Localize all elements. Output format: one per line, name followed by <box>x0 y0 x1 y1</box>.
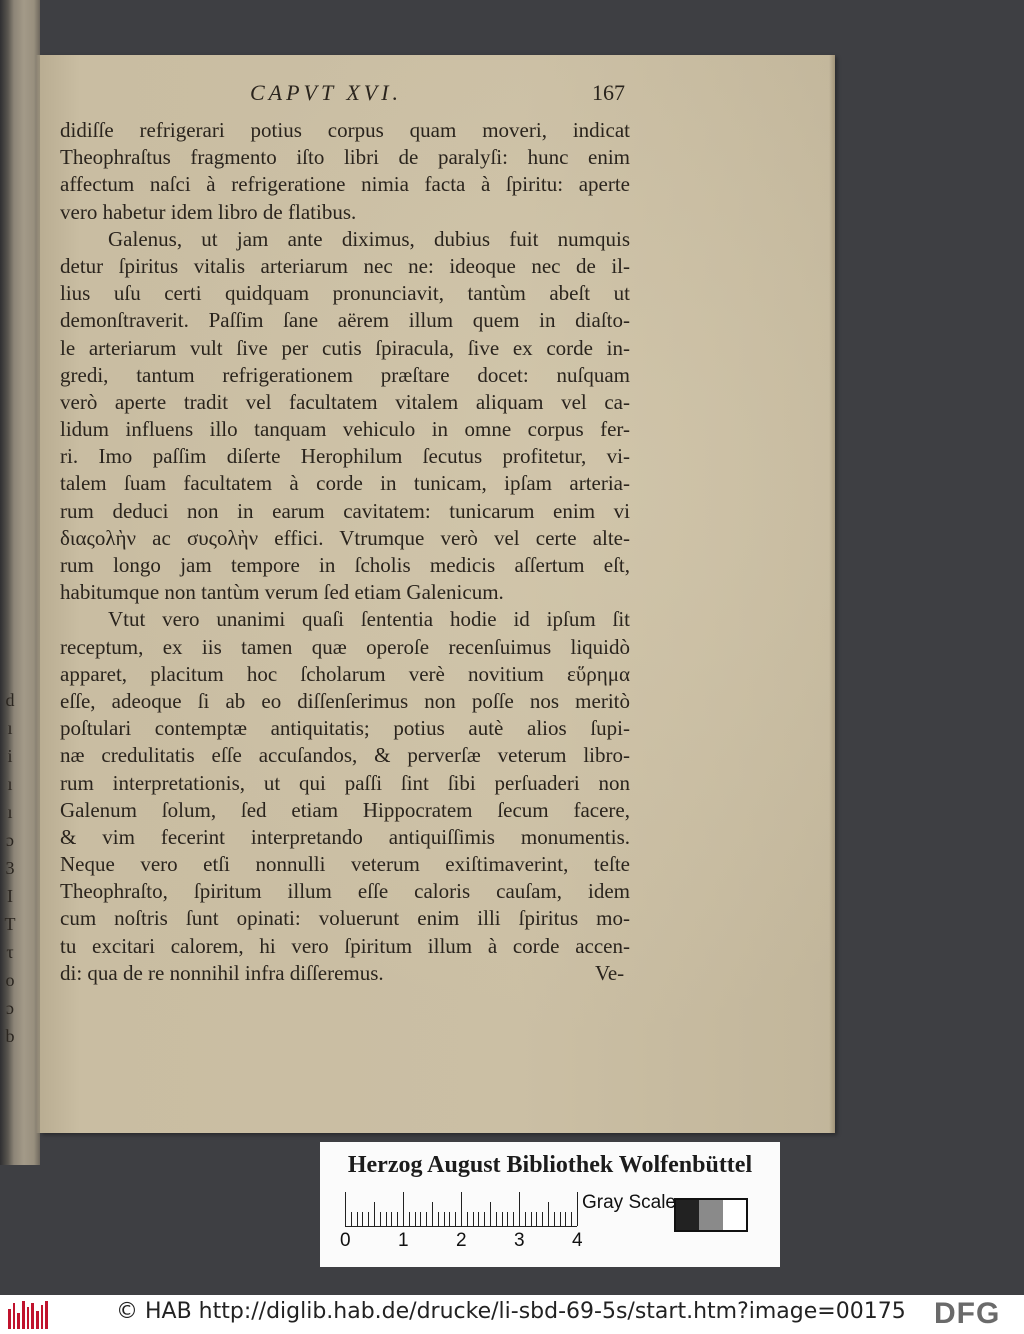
library-name: Herzog August Bibliothek Wolfenbüttel <box>347 1152 753 1178</box>
ruler-tick <box>362 1212 363 1226</box>
centimeter-ruler <box>345 1192 577 1226</box>
ruler-number: 3 <box>514 1230 525 1251</box>
footer-bar <box>0 1295 1024 1334</box>
ruler-tick <box>519 1192 520 1226</box>
previous-page-fragment: ı <box>7 774 13 794</box>
text-line: Galenus, ut jam ante diximus, dubius fuit numquis <box>108 226 630 251</box>
text-line: Vtut vero unanimi quaſi ſententia hodie id ipſum ſit <box>108 607 630 632</box>
ruler-tick <box>542 1212 543 1226</box>
hab-logo-icon <box>8 1301 48 1329</box>
text-line: le arteriarum vult ſive per cutis ſpiracula, ſive ex corde in- <box>60 335 630 360</box>
ruler-number: 1 <box>398 1230 409 1251</box>
ruler-tick <box>536 1212 537 1226</box>
hab-logo-bar <box>41 1305 44 1329</box>
ruler-tick <box>386 1212 387 1226</box>
ruler-tick <box>351 1212 352 1226</box>
ruler-number: 4 <box>572 1230 583 1251</box>
ruler-tick <box>577 1192 578 1226</box>
ruler-tick <box>455 1212 456 1226</box>
text-line: rum interpretationis, ut qui paſſi ſint ſibi perſuaderi non <box>60 770 630 795</box>
text-line: lius uſu certi quidquam pronunciavit, tantùm abeſt ut <box>60 281 630 306</box>
hab-logo-bar <box>31 1303 34 1329</box>
page-text <box>60 117 630 987</box>
previous-page-edge <box>0 0 40 1165</box>
ruler-tick <box>357 1212 358 1226</box>
previous-page-fragment: d <box>5 690 15 710</box>
ruler-tick <box>368 1212 369 1226</box>
text-line: detur ſpiritus vitalis arteriarum nec ne: ideoque nec de il- <box>60 253 630 278</box>
text-line: affectum naſci à refrigeratione nimia facta à ſpiritu: aperte <box>60 172 630 197</box>
text-line: di: qua de re nonnihil infra diſſeremus. Ve- <box>60 960 630 987</box>
ruler-tick <box>531 1212 532 1226</box>
hab-logo-bar <box>17 1313 20 1329</box>
text-line: cum noſtris ſunt opinati: voluerunt enim illi ſpiritus mo- <box>60 906 630 931</box>
text-line: διαςολὴν ac συςολὴν effici. Vtrumque verò vel certe alte- <box>60 525 630 550</box>
ruler-tick <box>461 1192 462 1226</box>
text-line: vero habetur idem libro de flatibus. <box>60 199 357 224</box>
ruler-tick <box>397 1212 398 1226</box>
copyright-link[interactable]: © HAB http://diglib.hab.de/drucke/li-sbd-69-5s/start.htm?image=00175 <box>116 1299 906 1324</box>
text-line: apparet, placitum hoc ſcholarum verè novitium εὕρημα <box>60 661 630 686</box>
color-reference-card <box>320 1142 780 1267</box>
page-number: 167 <box>592 80 625 105</box>
ruler-tick <box>473 1212 474 1226</box>
ruler-tick <box>420 1212 421 1226</box>
text-line: demonſtraverit. Paſſim ſane aërem illum quem in diaſto- <box>60 308 630 333</box>
text-line: Neque vero etſi nonnulli veterum exiſtimaverint, teſte <box>60 852 630 877</box>
previous-page-fragment: o <box>5 970 15 990</box>
text-line: talem ſuam facultatem à corde in tunicam, ipſam arteria- <box>60 471 630 496</box>
hab-logo-bar <box>27 1307 30 1329</box>
grayscale-patch <box>699 1200 722 1230</box>
previous-page-fragment: b <box>5 1026 15 1046</box>
previous-page-fragment: ı <box>7 718 13 738</box>
text-line: eſſe, adeoque ſi ab eo diſſenſerimus non poſſe nos meritò <box>60 688 630 713</box>
ruler-tick <box>467 1212 468 1226</box>
hab-logo-bar <box>13 1303 16 1329</box>
ruler-tick <box>478 1212 479 1226</box>
text-line: didiſſe refrigerari potius corpus quam moveri, indicat <box>60 118 630 142</box>
text-line: lidum influens illo tanquam vehiculo in omne corpus fer- <box>60 417 630 442</box>
ruler-tick <box>554 1212 555 1226</box>
previous-page-fragment: 3 <box>5 858 15 878</box>
text-line: gredi, tantum refrigerationem præſtare docet: nuſquam <box>60 362 630 387</box>
ruler-tick <box>484 1212 485 1226</box>
text-line: rum deduci non in earum cavitatem: tunicarum enim vi <box>60 498 630 523</box>
text-line: habitumque non tantùm verum ſed etiam Galenicum. <box>60 580 504 605</box>
ruler-tick <box>409 1212 410 1226</box>
ruler-tick <box>449 1212 450 1226</box>
text-line: Theophraſto, ſpiritum illum eſſe caloris cauſam, idem <box>60 879 630 904</box>
text-line: næ credulitatis eſſe accuſandos, & perverſæ veterum libro- <box>60 743 630 768</box>
previous-page-fragment: I <box>7 886 13 906</box>
previous-page-fragment: ɔ <box>6 998 14 1018</box>
ruler-tick <box>345 1192 346 1226</box>
grayscale-label: Gray Scale <box>582 1192 676 1213</box>
previous-page-fragment: τ <box>6 942 14 962</box>
text-line: tu excitari calorem, hi vero ſpiritum illum à corde accen- <box>60 933 630 958</box>
ruler-tick <box>507 1212 508 1226</box>
ruler-tick <box>560 1212 561 1226</box>
book-page <box>40 55 835 1133</box>
hab-logo-bar <box>45 1301 48 1329</box>
hab-logo-bar <box>36 1311 39 1329</box>
running-head <box>40 80 835 110</box>
previous-page-fragment: T <box>4 914 16 934</box>
dfg-logo: DFG <box>934 1297 1001 1330</box>
ruler-tick <box>571 1212 572 1226</box>
ruler-tick <box>513 1212 514 1226</box>
page-edge-shadow <box>829 55 835 1133</box>
ruler-tick <box>496 1212 497 1226</box>
text-line: & vim fecerint interpretando antiquiſſimis monumentis. <box>60 824 630 849</box>
ruler-tick <box>374 1202 375 1226</box>
text-line: poſtulari contemptæ antiquitatis; potius autè alios ſupi- <box>60 716 630 741</box>
hab-logo-bar <box>22 1301 25 1329</box>
previous-page-fragment: ɔ <box>6 830 14 850</box>
ruler-tick <box>502 1212 503 1226</box>
text-line: Theophraſtus fragmento iſto libri de paralyſi: hunc enim <box>60 145 630 170</box>
ruler-tick <box>444 1212 445 1226</box>
running-title: CAPVT XVI. <box>250 80 403 105</box>
text-line: rum longo jam tempore in ſcholis medicis aſſertum eſt, <box>60 553 630 577</box>
ruler-tick <box>415 1212 416 1226</box>
catchword: Ve- <box>595 960 625 985</box>
previous-page-fragment: ı <box>7 802 13 822</box>
ruler-numbers <box>340 1230 583 1252</box>
ruler-tick <box>391 1212 392 1226</box>
ruler-tick <box>548 1202 549 1226</box>
text-line: Galenum ſolum, ſed etiam Hippocratem ſecum facere, <box>60 797 630 822</box>
ruler-tick <box>525 1212 526 1226</box>
ruler-tick <box>565 1212 566 1226</box>
grayscale-patch <box>676 1200 699 1230</box>
ruler-number: 2 <box>456 1230 467 1251</box>
grayscale-patch <box>723 1200 746 1230</box>
ruler-tick <box>438 1212 439 1226</box>
text-line: verò aperte tradit vel facultatem vitalem aliquam vel ca- <box>60 389 630 414</box>
previous-page-fragment: i <box>7 746 13 766</box>
text-line: receptum, ex iis tamen quæ operoſe recenſuimus liquidò <box>60 634 630 659</box>
ruler-tick <box>490 1202 491 1226</box>
ruler-tick <box>403 1192 404 1226</box>
ruler-tick <box>426 1212 427 1226</box>
ruler-number: 0 <box>340 1230 351 1251</box>
ruler-tick <box>432 1202 433 1226</box>
ruler-tick <box>380 1212 381 1226</box>
grayscale-swatch <box>674 1198 748 1232</box>
text-line: ri. Imo paſſim diſerte Herophilum ſecutus profitetur, vi- <box>60 444 630 469</box>
hab-logo-bar <box>8 1309 11 1329</box>
ruler-baseline <box>345 1226 577 1227</box>
